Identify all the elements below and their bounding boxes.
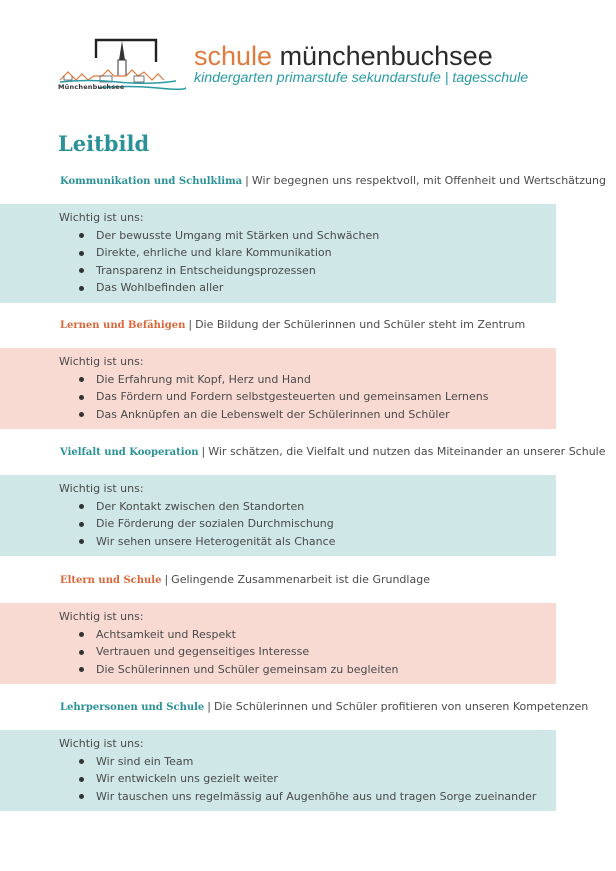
list-item: Wir entwickeln uns gezielt weiter — [59, 770, 556, 788]
section-title: Kommunikation und Schulklima — [60, 176, 243, 187]
section-subtitle: Die Bildung der Schülerinnen und Schüler steht im Zentrum — [195, 318, 526, 331]
section-heading — [0, 573, 556, 588]
values-list — [59, 626, 556, 679]
page-title: Leitbild — [58, 131, 150, 156]
values-lead: Wichtig ist uns: — [59, 211, 144, 224]
values-list — [59, 498, 556, 551]
section-title: Vielfalt und Kooperation — [60, 447, 199, 458]
list-item: Vertrauen und gegenseitiges Interesse — [59, 643, 556, 661]
list-item: Die Schülerinnen und Schüler gemeinsam zu begleiten — [59, 661, 556, 679]
values-lead: Wichtig ist uns: — [59, 355, 144, 368]
list-item: Der Kontakt zwischen den Standorten — [59, 498, 556, 516]
values-list — [59, 371, 556, 424]
values-lead: Wichtig ist uns: — [59, 482, 144, 495]
list-item: Achtsamkeit und Respekt — [59, 626, 556, 644]
section-eltern — [0, 573, 556, 684]
list-item: Das Fördern und Fordern selbstgesteuerten und gemeinsamen Lernens — [59, 388, 556, 406]
section-lehrpersonen — [0, 700, 589, 811]
section-subtitle: Gelingende Zusammenarbeit ist die Grundlage — [171, 573, 430, 586]
list-item: Die Förderung der sozialen Durchmischung — [59, 515, 556, 533]
section-subtitle: Wir schätzen, die Vielfalt und nutzen das Miteinander an unserer Schule — [208, 445, 606, 458]
values-lead: Wichtig ist uns: — [59, 737, 144, 750]
section-title: Eltern und Schule — [60, 575, 162, 586]
logo-caption: Münchenbuchsee — [58, 83, 125, 91]
section-vielfalt — [0, 445, 606, 556]
section-subtitle: Wir begegnen uns respektvoll, mit Offenheit und Wertschätzung — [251, 174, 606, 187]
section-lernen — [0, 318, 556, 429]
values-box — [0, 603, 556, 684]
header — [58, 36, 558, 106]
list-item: Wir sind ein Team — [59, 753, 556, 771]
list-item: Das Anknüpfen an die Lebenswelt der Schülerinnen und Schüler — [59, 406, 556, 424]
values-box — [0, 204, 556, 303]
values-lead: Wichtig ist uns: — [59, 610, 144, 623]
section-kommunikation — [0, 174, 606, 303]
list-item: Das Wohlbefinden aller — [59, 279, 556, 297]
list-item: Direkte, ehrliche und klare Kommunikation — [59, 244, 556, 262]
list-item: Wir tauschen uns regelmässig auf Augenhöhe aus und tragen Sorge zueinander — [59, 788, 556, 806]
separator: | — [207, 700, 211, 713]
list-item: Transparenz in Entscheidungsprozessen — [59, 262, 556, 280]
school-brand — [194, 42, 528, 86]
brand-subtitle: kindergarten primarstufe sekundarstufe | tagesschule — [194, 70, 529, 86]
section-heading — [0, 174, 606, 189]
section-title: Lernen und Befähigen — [60, 320, 186, 331]
separator: | — [164, 573, 169, 586]
section-heading — [0, 700, 589, 715]
brand-name-part1: schule — [194, 41, 280, 71]
section-subtitle: Die Schülerinnen und Schüler profitieren von unseren Kompetenzen — [214, 700, 589, 713]
section-heading — [0, 445, 606, 460]
values-box — [0, 475, 556, 556]
brand-name — [194, 42, 528, 70]
section-heading — [0, 318, 556, 333]
list-item: Der bewusste Umgang mit Stärken und Schwächen — [59, 227, 556, 245]
values-list — [59, 227, 556, 297]
separator: | — [201, 445, 206, 458]
values-box — [0, 348, 556, 429]
section-title: Lehrpersonen und Schule — [60, 702, 205, 713]
list-item: Wir sehen unsere Heterogenität als Chance — [59, 533, 556, 551]
separator: | — [245, 174, 249, 187]
separator: | — [188, 318, 193, 331]
brand-name-part2: münchenbuchsee — [279, 41, 493, 71]
values-list — [59, 753, 556, 806]
list-item: Die Erfahrung mit Kopf, Herz und Hand — [59, 371, 556, 389]
values-box — [0, 730, 556, 811]
